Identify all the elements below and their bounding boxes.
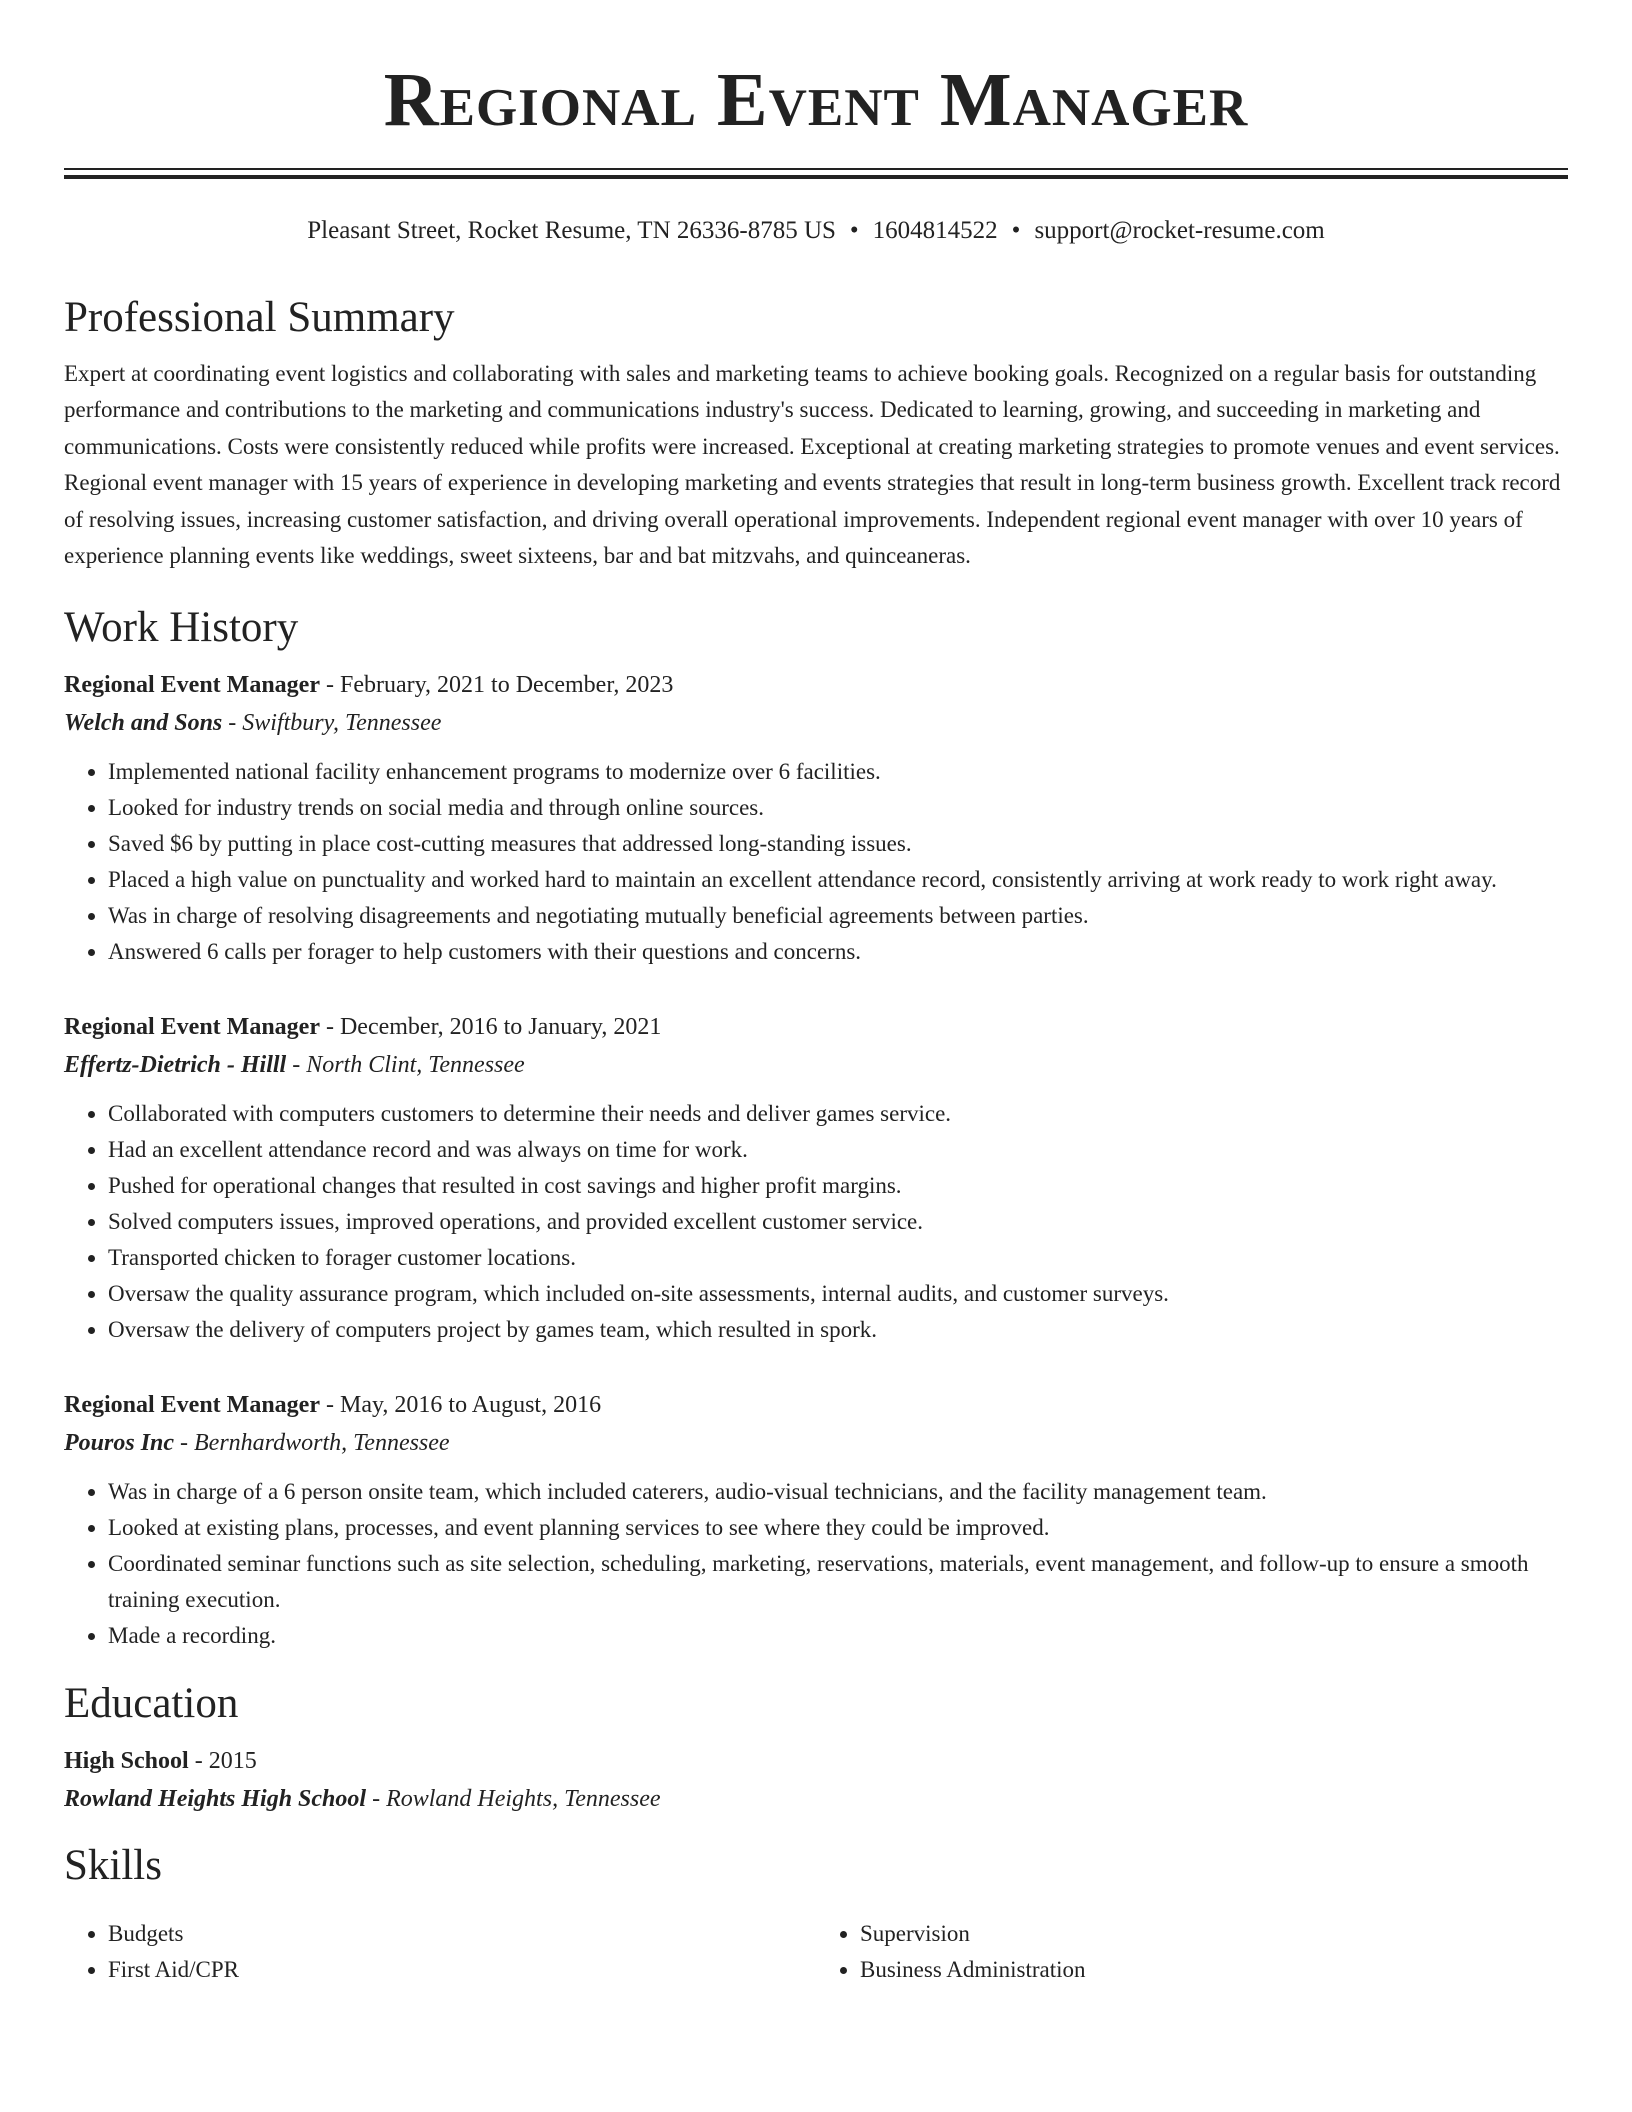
job-entry [64, 1386, 1568, 1654]
job-title-line [64, 666, 1568, 704]
list-item: • Made a recording. [108, 1618, 1568, 1654]
resume-content [64, 290, 1568, 1988]
skills-list-right [816, 1916, 1568, 1988]
summary-heading: Professional Summary [64, 294, 455, 341]
contact-separator: • [849, 217, 859, 244]
contact-line [0, 214, 1632, 248]
list-item: • Looked at existing plans, processes, and event planning services to see where they could be improved. [108, 1510, 1568, 1546]
job-company: Effertz-Dietrich - Hilll [64, 1052, 287, 1079]
list-item: • Was in charge of resolving disagreements and negotiating mutually beneficial agreements between parties. [108, 898, 1568, 934]
education-school-line [64, 1780, 1568, 1818]
summary-section [64, 290, 1568, 574]
education-school: Rowland Heights High School [64, 1786, 367, 1813]
list-item: • Coordinated seminar functions such as site selection, scheduling, marketing, reservations, materials, event management, and follow-up to ensure a smooth training execution. [108, 1546, 1568, 1618]
job-entry [64, 666, 1568, 970]
education-year: - 2015 [188, 1748, 257, 1775]
job-dates: - February, 2021 to December, 2023 [319, 672, 674, 699]
job-entry [64, 1008, 1568, 1348]
contact-phone: 1604814522 [872, 217, 998, 244]
work-history-section [64, 600, 1568, 1654]
job-location: - North Clint, Tennessee [286, 1052, 525, 1079]
list-item: • Budgets [108, 1916, 816, 1952]
list-item: • Was in charge of a 6 person onsite team, which included caterers, audio-visual technicians, and the facility management team. [108, 1474, 1568, 1510]
header-divider-thin [64, 168, 1568, 170]
list-item: • Solved computers issues, improved operations, and provided excellent customer service. [108, 1204, 1568, 1240]
skills-columns [64, 1904, 1568, 1988]
contact-separator: • [1011, 217, 1021, 244]
skills-list-left [64, 1916, 816, 1988]
list-item: • Oversaw the delivery of computers project by games team, which resulted in spork. [108, 1312, 1568, 1348]
list-item: • Placed a high value on punctuality and worked hard to maintain an excellent attendance record, consistently arriving at work ready to work right away. [108, 862, 1568, 898]
education-location: - Rowland Heights, Tennessee [366, 1786, 661, 1813]
education-section [64, 1676, 1568, 1818]
job-location: - Swiftbury, Tennessee [222, 710, 442, 737]
education-degree-line [64, 1742, 1568, 1780]
job-bullets [64, 1096, 1568, 1348]
job-title: Regional Event Manager [64, 1014, 320, 1041]
job-title: Regional Event Manager [64, 1392, 320, 1419]
list-item: • Looked for industry trends on social media and through online sources. [108, 790, 1568, 826]
list-item: • Answered 6 calls per forager to help customers with their questions and concerns. [108, 934, 1568, 970]
job-title: Regional Event Manager [64, 672, 320, 699]
list-item: • Saved $6 by putting in place cost-cutting measures that addressed long-standing issues. [108, 826, 1568, 862]
job-title-line [64, 1008, 1568, 1046]
list-item: • Pushed for operational changes that resulted in cost savings and higher profit margins. [108, 1168, 1568, 1204]
job-company-line [64, 704, 1568, 742]
summary-text: Expert at coordinating event logistics and collaborating with sales and marketing teams to achieve booking goals. Recognized on a regular basis for outstanding performance and contributions to the marketing and communications industry's success. Dedicated to learning, growing, and succeeding in marketing and communications. Costs were consistently reduced while profits were increased. Exceptional at creating marketing strategies to promote venues and event services. Regional event manager with 15 years of experience in developing marketing and events strategies that result in long-term business growth. Excellent track record of resolving issues, increasing customer satisfaction, and driving overall operational improvements. Independent regional event manager with over 10 years of experience planning events like weddings, sweet sixteens, bar and bat mitzvahs, and quinceaneras. [64, 361, 1561, 569]
list-item: • Business Administration [860, 1952, 1568, 1988]
job-bullets [64, 754, 1568, 970]
education-degree: High School [64, 1748, 189, 1775]
header-divider-thick [64, 175, 1568, 179]
work-history-heading: Work History [64, 604, 299, 652]
job-company-line [64, 1424, 1568, 1462]
job-company-line [64, 1046, 1568, 1084]
job-title-line [64, 1386, 1568, 1424]
skills-section [64, 1838, 1568, 1988]
list-item: • First Aid/CPR [108, 1952, 816, 1988]
job-company: Pouros Inc [64, 1430, 175, 1457]
job-company: Welch and Sons [64, 710, 223, 737]
list-item: • Oversaw the quality assurance program, which included on-site assessments, internal audits, and customer surveys. [108, 1276, 1568, 1312]
education-heading: Education [64, 1680, 239, 1728]
list-item: • Had an excellent attendance record and was always on time for work. [108, 1132, 1568, 1168]
contact-address: Pleasant Street, Rocket Resume, TN 26336-8785 US [307, 217, 836, 244]
resume-name: Regional Event Manager [383, 58, 1249, 142]
job-location: - Bernhardworth, Tennessee [174, 1430, 450, 1457]
skills-heading: Skills [64, 1842, 162, 1890]
job-dates: - May, 2016 to August, 2016 [319, 1392, 602, 1419]
job-bullets [64, 1474, 1568, 1654]
list-item: • Collaborated with computers customers to determine their needs and deliver games service. [108, 1096, 1568, 1132]
job-dates: - December, 2016 to January, 2021 [319, 1014, 662, 1041]
list-item: • Supervision [860, 1916, 1568, 1952]
list-item: • Implemented national facility enhancement programs to modernize over 6 facilities. [108, 754, 1568, 790]
list-item: • Transported chicken to forager customer locations. [108, 1240, 1568, 1276]
contact-email: support@rocket-resume.com [1034, 217, 1325, 244]
